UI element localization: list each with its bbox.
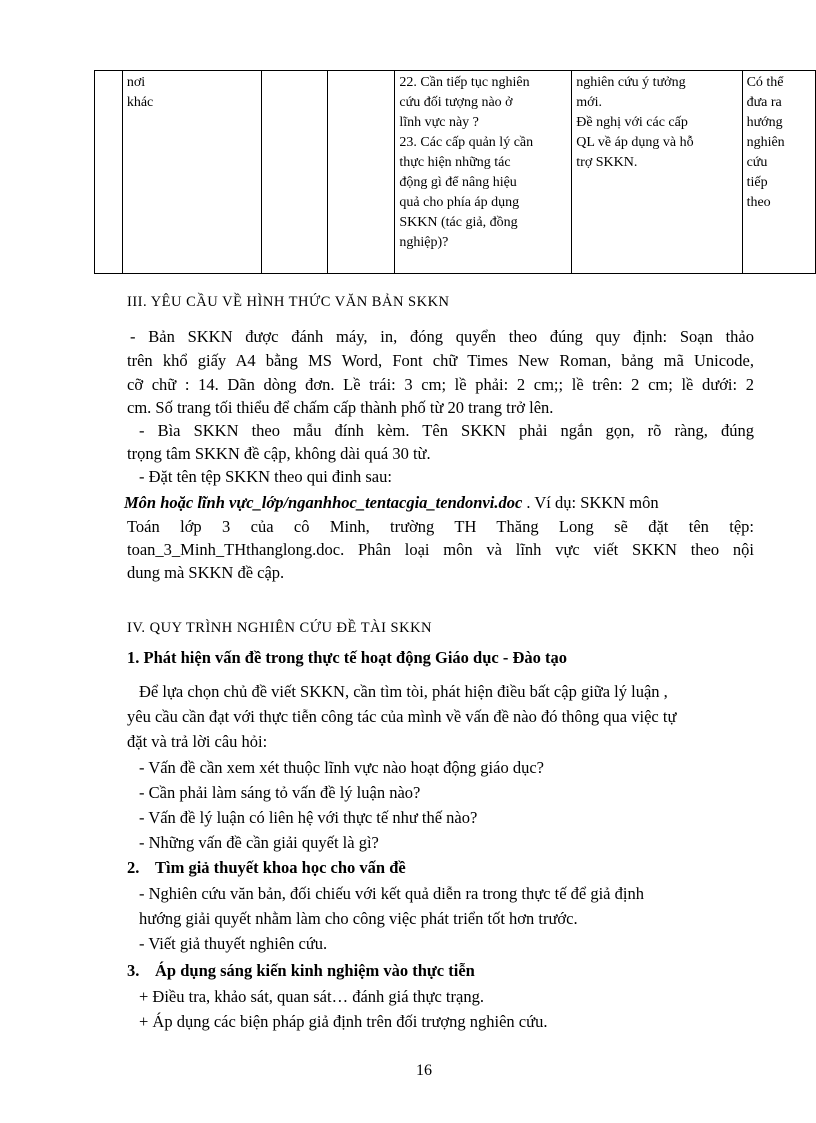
paragraph-line: toan_3_Minh_THthanglong.doc. Phân loại môn và lĩnh vực viết SKKN theo nội — [127, 540, 754, 559]
cell-line: lĩnh vực này ? — [399, 115, 479, 130]
paragraph-line: cm. Số trang tối thiểu để chấm cấp thành phố từ 20 trang trở lên. — [127, 398, 554, 417]
table-cell-questions — [395, 71, 572, 274]
cell-line: hướng — [746, 115, 783, 130]
cell-line: QL về áp dụng và hỗ — [576, 135, 694, 150]
table-row — [95, 71, 816, 274]
cell-line: SKKN (tác giả, đồng — [399, 215, 518, 230]
continuation-table — [94, 70, 816, 274]
cell-line: quả cho phía áp dụng — [399, 195, 520, 210]
paragraph-line: Để lựa chọn chủ đề viết SKKN, cần tìm tòi, phát hiện điều bất cập giữa lý luận , — [139, 682, 668, 701]
cell-line: nghiên cứu ý tưởng — [576, 75, 686, 90]
table-cell-empty — [262, 71, 328, 274]
list-item: - Những vấn đề cần giải quyết là gì? — [139, 833, 379, 852]
list-item: + Điều tra, khảo sát, quan sát… đánh giá thực trạng. — [139, 987, 484, 1006]
paragraph-line: đặt và trả lời câu hỏi: — [127, 732, 268, 751]
cell-line: theo — [746, 195, 771, 210]
cell-line: mới. — [576, 95, 602, 110]
cell-line: đưa ra — [746, 95, 782, 110]
paragraph-line: yêu cầu cần đạt với thực tiễn công tác của mình về vấn đề nào đó thông qua việc tự — [127, 707, 677, 726]
paragraph-line: hướng giải quyết nhằm làm cho công việc phát triển tốt hơn trước. — [139, 909, 578, 928]
cell-line: nghiệp)? — [399, 235, 449, 250]
list-item: - Vấn đề cần xem xét thuộc lĩnh vực nào hoạt động giáo dục? — [139, 758, 544, 777]
table-cell-scope — [122, 71, 262, 274]
paragraph-line: - Bìa SKKN theo mẫu đính kèm. Tên SKKN phải ngắn gọn, rõ ràng, đúng — [139, 421, 754, 440]
subsection-title-2: Tìm giả thuyết khoa học cho vấn đề — [155, 858, 406, 877]
cell-line: Đề nghị với các cấp — [576, 115, 688, 130]
subsection-title-3: Áp dụng sáng kiến kinh nghiệm vào thực tiễn — [155, 961, 475, 980]
cell-line: động gì để nâng hiệu — [399, 175, 517, 190]
paragraph-line: dung mà SKKN đề cập. — [127, 563, 285, 582]
paragraph-line: - Đặt tên tệp SKKN theo qui đinh sau: — [139, 467, 392, 486]
section-heading-iv: IV. QUY TRÌNH NGHIÊN CỨU ĐỀ TÀI SKKN — [127, 620, 433, 636]
cell-line: tiếp — [746, 175, 768, 190]
paragraph-line: trọng tâm SKKN đề cập, không dài quá 30 từ. — [127, 444, 431, 463]
paragraph-line: - Viết giả thuyết nghiên cứu. — [139, 934, 328, 953]
filename-pattern: Môn hoặc lĩnh vực_lớp/nganhhoc_tentacgia_tendonvi.doc — [124, 493, 523, 512]
subsection-number-3: 3. — [127, 961, 140, 980]
paragraph-line: trên khổ giấy A4 bằng MS Word, Font chữ Times New Roman, bảng mã Unicode, — [127, 351, 754, 370]
subsection-number-2: 2. — [127, 858, 140, 877]
list-item: - Cần phải làm sáng tỏ vấn đề lý luận nào? — [139, 783, 421, 802]
table-cell-empty — [327, 71, 394, 274]
paragraph-line — [124, 493, 659, 513]
section-heading-iii: III. YÊU CẦU VỀ HÌNH THỨC VĂN BẢN SKKN — [127, 294, 450, 310]
cell-line: nghiên — [746, 135, 785, 150]
subsection-title-1: 1. Phát hiện vấn đề trong thực tế hoạt động Giáo dục - Đào tạo — [127, 648, 567, 667]
page-number: 16 — [416, 1062, 432, 1079]
cell-line: Có thể — [746, 75, 784, 90]
table-cell-outlook — [742, 71, 815, 274]
cell-line: cứu đối tượng nào ở — [399, 95, 513, 110]
cell-line: 22. Cần tiếp tục nghiên — [399, 75, 530, 90]
table-cell-proposals — [572, 71, 742, 274]
cell-line: khác — [126, 95, 154, 110]
cell-line: 23. Các cấp quản lý cần — [399, 135, 534, 150]
table-cell-index — [95, 71, 123, 274]
paragraph-line: - Nghiên cứu văn bản, đối chiếu với kết quả diễn ra trong thực tế để giả định — [139, 884, 644, 903]
paragraph-line: Toán lớp 3 của cô Minh, trường TH Thăng Long sẽ đặt tên tệp: — [127, 517, 754, 536]
example-intro: . Ví dụ: SKKN môn — [526, 493, 659, 512]
paragraph-line: cỡ chữ : 14. Dãn dòng đơn. Lề trái: 3 cm; lề phải: 2 cm;; lề trên: 2 cm; lề dưới: 2 — [127, 375, 754, 394]
cell-line: cứu — [746, 155, 768, 170]
cell-line: trợ SKKN. — [576, 155, 638, 170]
cell-line: thực hiện những tác — [399, 155, 511, 170]
list-item: + Áp dụng các biện pháp giả định trên đối trượng nghiên cứu. — [139, 1012, 548, 1031]
paragraph-line: - Bản SKKN được đánh máy, in, đóng quyển theo đúng quy định: Soạn thảo — [130, 327, 754, 346]
list-item: - Vấn đề lý luận có liên hệ với thực tế như thế nào? — [139, 808, 478, 827]
cell-line: nơi — [126, 75, 146, 90]
